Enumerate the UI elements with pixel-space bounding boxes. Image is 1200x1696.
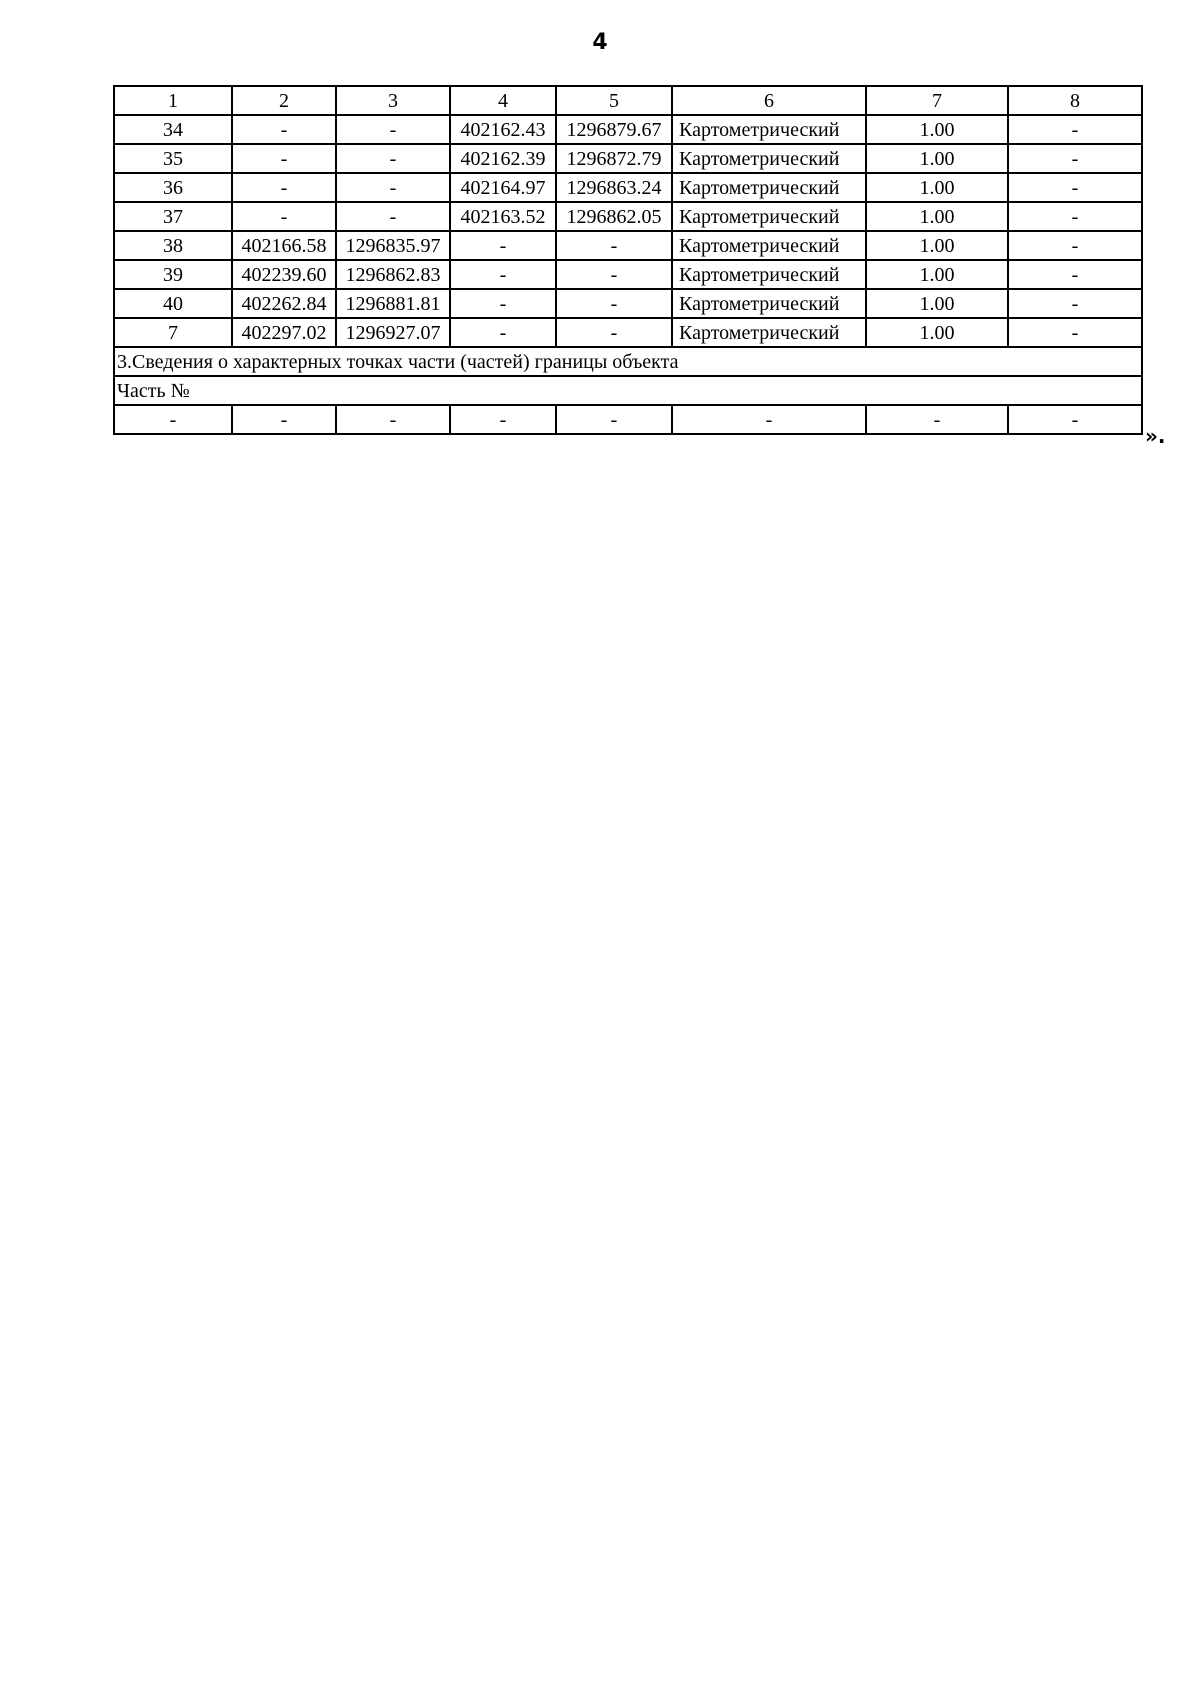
cell-new-y: - <box>556 318 672 347</box>
table-row <box>114 144 1142 173</box>
point-number: 36 <box>114 173 232 202</box>
cell-existing-y: 1296862.83 <box>336 260 450 289</box>
empty-cell: - <box>336 405 450 434</box>
cell-description: - <box>1008 289 1142 318</box>
header-cell: 8 <box>1008 86 1142 115</box>
cell-accuracy: 1.00 <box>866 144 1008 173</box>
cell-description: - <box>1008 260 1142 289</box>
cell-method: Картометрический <box>672 289 866 318</box>
cell-new-x: - <box>450 260 556 289</box>
cell-new-y: 1296863.24 <box>556 173 672 202</box>
table-row <box>114 115 1142 144</box>
cell-new-y: - <box>556 231 672 260</box>
point-number: 34 <box>114 115 232 144</box>
cell-method: Картометрический <box>672 115 866 144</box>
page-number: 4 <box>592 30 608 55</box>
empty-cell: - <box>232 405 336 434</box>
part-label-row <box>114 376 1142 405</box>
table-row <box>114 260 1142 289</box>
empty-cell: - <box>672 405 866 434</box>
cell-new-x: 402164.97 <box>450 173 556 202</box>
header-cell: 3 <box>336 86 450 115</box>
cell-new-x: - <box>450 231 556 260</box>
cell-existing-x: 402262.84 <box>232 289 336 318</box>
cell-method: Картометрический <box>672 260 866 289</box>
point-number: 37 <box>114 202 232 231</box>
cell-existing-x: - <box>232 115 336 144</box>
point-number: 38 <box>114 231 232 260</box>
table-row <box>114 231 1142 260</box>
cell-method: Картометрический <box>672 231 866 260</box>
cell-new-x: 402163.52 <box>450 202 556 231</box>
cell-method: Картометрический <box>672 202 866 231</box>
empty-cell: - <box>866 405 1008 434</box>
closing-quote: ». <box>1145 424 1166 448</box>
cell-new-y: 1296872.79 <box>556 144 672 173</box>
table-row <box>114 202 1142 231</box>
cell-existing-y: 1296881.81 <box>336 289 450 318</box>
header-cell: 7 <box>866 86 1008 115</box>
cell-method: Картометрический <box>672 173 866 202</box>
header-cell: 6 <box>672 86 866 115</box>
header-cell: 4 <box>450 86 556 115</box>
cell-accuracy: 1.00 <box>866 173 1008 202</box>
cell-new-x: - <box>450 318 556 347</box>
cell-new-x: 402162.43 <box>450 115 556 144</box>
cell-existing-y: 1296835.97 <box>336 231 450 260</box>
point-number: 39 <box>114 260 232 289</box>
cell-new-y: - <box>556 289 672 318</box>
coordinates-table <box>113 85 1143 435</box>
point-number: 40 <box>114 289 232 318</box>
cell-method: Картометрический <box>672 144 866 173</box>
cell-new-x: - <box>450 289 556 318</box>
cell-existing-x: 402166.58 <box>232 231 336 260</box>
cell-existing-x: - <box>232 202 336 231</box>
cell-accuracy: 1.00 <box>866 115 1008 144</box>
empty-part-row <box>114 405 1142 434</box>
cell-new-y: 1296862.05 <box>556 202 672 231</box>
table-row <box>114 173 1142 202</box>
point-number: 7 <box>114 318 232 347</box>
cell-existing-y: - <box>336 202 450 231</box>
section-title: 3.Сведения о характерных точках части (частей) границы объекта <box>114 347 1142 376</box>
cell-existing-y: 1296927.07 <box>336 318 450 347</box>
cell-description: - <box>1008 318 1142 347</box>
empty-cell: - <box>450 405 556 434</box>
header-cell: 5 <box>556 86 672 115</box>
cell-description: - <box>1008 173 1142 202</box>
table-row <box>114 318 1142 347</box>
part-label: Часть № <box>114 376 1142 405</box>
point-number: 35 <box>114 144 232 173</box>
cell-existing-x: - <box>232 144 336 173</box>
cell-accuracy: 1.00 <box>866 318 1008 347</box>
empty-cell: - <box>1008 405 1142 434</box>
table-row <box>114 289 1142 318</box>
cell-accuracy: 1.00 <box>866 202 1008 231</box>
cell-existing-y: - <box>336 144 450 173</box>
cell-new-y: - <box>556 260 672 289</box>
cell-existing-x: 402239.60 <box>232 260 336 289</box>
cell-existing-x: - <box>232 173 336 202</box>
cell-new-x: 402162.39 <box>450 144 556 173</box>
cell-description: - <box>1008 202 1142 231</box>
cell-new-y: 1296879.67 <box>556 115 672 144</box>
header-cell: 2 <box>232 86 336 115</box>
header-cell: 1 <box>114 86 232 115</box>
cell-existing-y: - <box>336 173 450 202</box>
cell-accuracy: 1.00 <box>866 231 1008 260</box>
table-header-row <box>114 86 1142 115</box>
cell-description: - <box>1008 115 1142 144</box>
cell-existing-x: 402297.02 <box>232 318 336 347</box>
empty-cell: - <box>556 405 672 434</box>
cell-method: Картометрический <box>672 318 866 347</box>
cell-accuracy: 1.00 <box>866 260 1008 289</box>
cell-existing-y: - <box>336 115 450 144</box>
empty-cell: - <box>114 405 232 434</box>
cell-description: - <box>1008 231 1142 260</box>
cell-accuracy: 1.00 <box>866 289 1008 318</box>
cell-description: - <box>1008 144 1142 173</box>
section-title-row <box>114 347 1142 376</box>
